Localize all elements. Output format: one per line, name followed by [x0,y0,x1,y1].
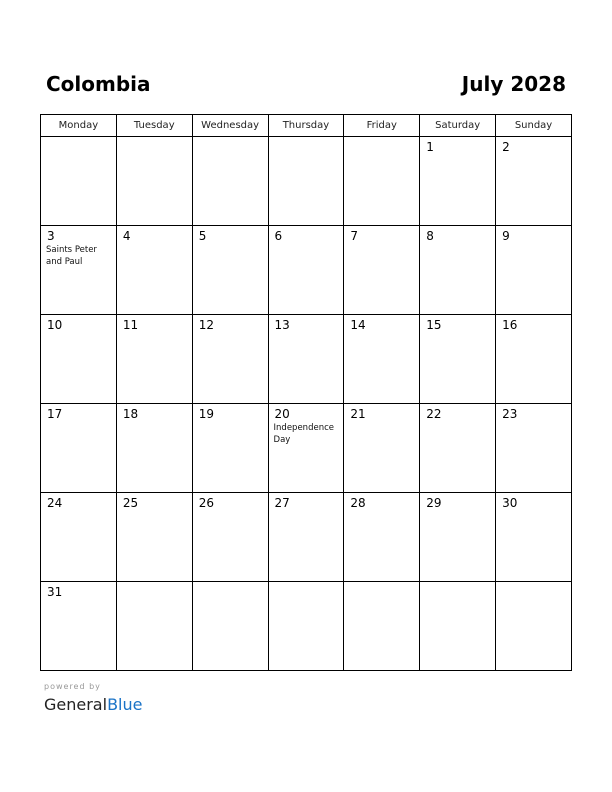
day-number: 1 [426,140,434,154]
day-cell [268,137,344,226]
holiday-label [117,140,192,141]
day-cell [344,493,420,582]
holiday-label [41,332,116,333]
day-cell [420,404,496,493]
weekday-friday: Friday [344,115,420,137]
country-title: Colombia [46,72,151,96]
day-cell [344,582,420,671]
day-number: 20 [274,407,290,421]
holiday-label [269,243,344,244]
day-number: 6 [274,229,283,243]
powered-by-label: powered by [44,682,101,691]
day-number: 4 [122,229,131,243]
holiday-label [496,154,571,155]
week-row-5 [41,493,572,582]
day-number: 30 [502,496,518,510]
day-number: 16 [502,318,518,332]
holiday-label [269,332,344,333]
holiday-label [496,243,571,244]
week-row-2 [41,226,572,315]
day-cell [420,137,496,226]
day-cell [41,404,117,493]
day-number: 2 [502,140,510,154]
holiday-label [269,585,344,586]
weekday-tuesday: Tuesday [116,115,192,137]
holiday-label [344,585,419,586]
day-number: 17 [47,407,63,421]
day-number: 25 [122,496,139,510]
holiday-label [193,585,268,586]
holiday-label [496,585,571,586]
holiday-label [269,140,344,141]
holiday-label [496,332,571,333]
day-number: 13 [274,318,290,332]
holiday-label [344,332,419,333]
day-cell [496,137,572,226]
day-cell [420,315,496,404]
day-number: 10 [47,318,63,332]
holiday-label [344,421,419,422]
holiday-label [41,510,116,511]
day-number: 15 [426,318,442,332]
calendar-header [40,70,572,100]
holiday-label [117,510,192,511]
day-cell [268,226,344,315]
brand-logo[interactable] [44,695,142,715]
holiday-label [420,585,495,586]
holiday-label [344,510,419,511]
day-cell [116,404,192,493]
day-number: 18 [122,407,139,421]
day-cell [496,493,572,582]
day-number: 9 [502,229,510,243]
day-number: 14 [350,318,366,332]
holiday-label [420,421,495,422]
day-cell [192,582,268,671]
day-cell [496,582,572,671]
month-year-title: July 2028 [461,72,566,96]
day-number: 5 [198,229,207,243]
weekday-monday: Monday [41,115,117,137]
day-cell [116,315,192,404]
holiday-label [193,140,268,141]
holiday-label [496,510,571,511]
day-cell [116,226,192,315]
day-cell [268,582,344,671]
holiday-label [344,243,419,244]
holiday-label: Saints Peter and Paul [46,245,97,267]
holiday-label [41,421,116,422]
week-row-6 [41,582,572,671]
weekday-header-row [41,115,572,137]
day-number: 26 [198,496,214,510]
holiday-label: Independence Day [273,423,334,445]
day-number: 12 [198,318,214,332]
day-cell [192,137,268,226]
day-cell [420,226,496,315]
brand-blue-text: Blue [107,695,143,714]
day-number: 29 [426,496,442,510]
holiday-label [117,332,192,333]
day-cell [192,315,268,404]
day-cell [268,493,344,582]
day-cell [496,315,572,404]
holiday-label [496,421,571,422]
holiday-label [193,243,268,244]
holiday-label [41,599,116,600]
day-cell [420,582,496,671]
day-cell [344,315,420,404]
holiday-label [193,421,268,422]
weekday-sunday: Sunday [496,115,572,137]
holiday-label [117,585,192,586]
footer [44,682,142,715]
week-row-3 [41,315,572,404]
day-number: 23 [502,407,518,421]
day-cell [41,137,117,226]
day-cell [41,493,117,582]
day-cell [116,493,192,582]
day-cell [420,493,496,582]
weekday-saturday: Saturday [420,115,496,137]
day-cell [116,582,192,671]
day-cell [496,404,572,493]
day-cell [344,226,420,315]
day-cell [41,315,117,404]
day-number: 7 [350,229,359,243]
day-cell [192,493,268,582]
day-cell [344,404,420,493]
day-number: 21 [350,407,366,421]
week-row-1 [41,137,572,226]
day-number: 27 [274,496,290,510]
day-cell [192,404,268,493]
holiday-label [269,510,344,511]
day-number: 28 [350,496,366,510]
week-row-4 [41,404,572,493]
day-number: 11 [122,318,139,332]
holiday-label [420,243,495,244]
day-cell [41,582,117,671]
day-cell [496,226,572,315]
day-number: 19 [198,407,214,421]
holiday-label [193,510,268,511]
holiday-label [193,332,268,333]
day-cell [116,137,192,226]
weekday-thursday: Thursday [268,115,344,137]
weekday-wednesday: Wednesday [192,115,268,137]
day-cell [268,404,344,493]
calendar-grid [40,114,572,671]
holiday-label [117,243,192,244]
day-number: 24 [47,496,63,510]
holiday-label [41,140,116,141]
holiday-label [117,421,192,422]
day-number: 3 [47,229,55,243]
day-cell [192,226,268,315]
day-cell [268,315,344,404]
day-cell [41,226,117,315]
day-cell [344,137,420,226]
brand-general-text: General [44,695,108,714]
holiday-label [344,140,419,141]
holiday-label [420,510,495,511]
holiday-label [420,154,495,155]
day-number: 22 [426,407,442,421]
holiday-label [420,332,495,333]
day-number: 8 [426,229,434,243]
day-number: 31 [47,585,63,599]
